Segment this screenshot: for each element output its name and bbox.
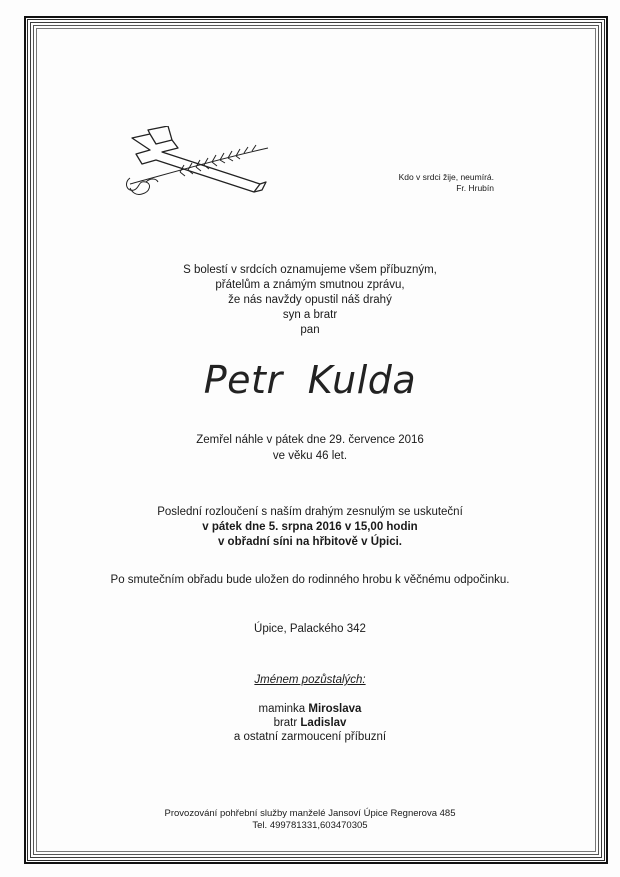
announcement-line: že nás navždy opustil náš drahý bbox=[228, 294, 392, 306]
funeral-intro: Poslední rozloučení s naším drahým zesnulým se uskuteční bbox=[157, 506, 463, 518]
funeral-datetime: v pátek dne 5. srpna 2016 v 15,00 hodin bbox=[202, 521, 418, 533]
address-text: Úpice, Palackého 342 bbox=[254, 623, 366, 635]
mourner-relation: maminka bbox=[258, 703, 309, 715]
deceased-last-name: Kulda bbox=[307, 358, 417, 402]
death-line: ve věku 46 let. bbox=[272, 450, 348, 462]
announcement-line: syn a bratr bbox=[282, 309, 338, 321]
mourners-heading-text: Jménem pozůstalých: bbox=[254, 674, 366, 686]
deceased-name bbox=[0, 355, 620, 405]
mourner-row bbox=[0, 702, 620, 716]
footer-phone: Tel. 499781331,603470305 bbox=[252, 820, 368, 831]
mourner-name: Ladislav bbox=[300, 717, 347, 729]
deceased-first-name: Petr bbox=[203, 358, 283, 402]
mourner-row bbox=[0, 716, 620, 730]
quote-author: Fr. Hrubín bbox=[456, 183, 494, 193]
quote-text: Kdo v srdci žije, neumírá. bbox=[398, 172, 494, 182]
funeral-place: v obřadní síni na hřbitově v Úpici. bbox=[217, 536, 403, 548]
burial-text: Po smutečním obřadu bude uložen do rodinného hrobu k věčnému odpočinku. bbox=[110, 574, 510, 586]
announcement-line: S bolestí v srdcích oznamujeme všem příbuzným, bbox=[183, 264, 437, 276]
announcement-line: pan bbox=[300, 324, 320, 336]
mourners-heading bbox=[0, 673, 620, 687]
death-line: Zemřel náhle v pátek dne 29. července 2016 bbox=[196, 434, 424, 446]
cross-with-palm-branch-icon bbox=[120, 126, 270, 198]
announcement-line: přátelům a známým smutnou zprávu, bbox=[215, 279, 405, 291]
mourners-others: a ostatní zarmoucení příbuzní bbox=[233, 731, 387, 743]
mourner-name: Miroslava bbox=[308, 703, 362, 715]
mourner-relation: bratr bbox=[273, 717, 301, 729]
footer-service: Provozování pohřební služby manželé Jansoví Úpice Regnerova 485 bbox=[164, 808, 456, 819]
